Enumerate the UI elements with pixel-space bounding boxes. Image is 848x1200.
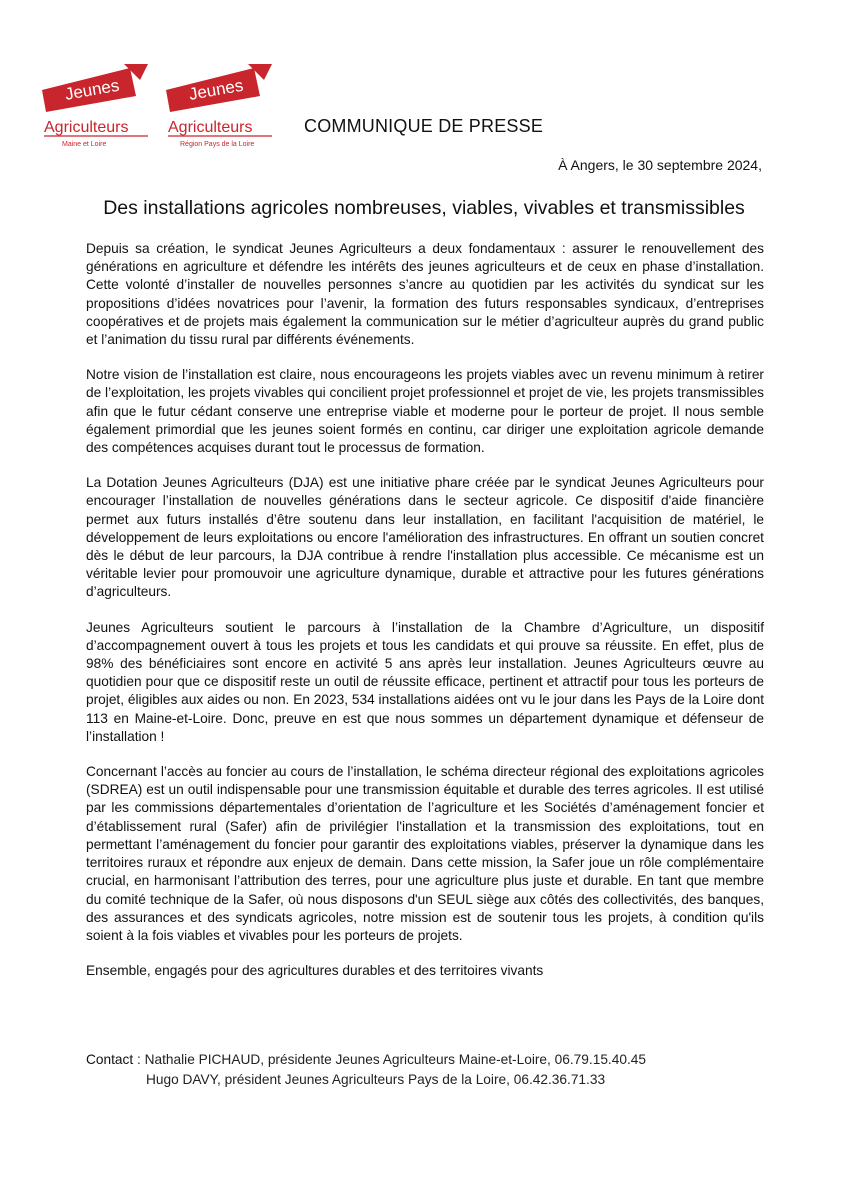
logo-2-line1: Jeunes	[187, 75, 245, 104]
body-paragraph: Concernant l’accès au foncier au cours de l’installation, le schéma directeur régional des exploitations agricoles (SDREA) est un outil indispensable pour une transmission équitable et durable des terres agricoles. Il est utilisé par les commissions départementales d’orientation de l’agriculture et les Sociétés d’aménagement foncier et d’établissement rural (Safer) afin de privilégier l'installation et la transmission des exploitations, tout en permettant l’aménagement du foncier pour garantir des exploitations viables, préserver la dynamique dans les territoires ruraux et répondre aux enjeux de demain. Dans cette mission, la Safer joue un rôle complémentaire crucial, en harmonisant l’attribution des terres, pour une agriculture plus juste et durable. En tant que membre du comité technique de la Safer, où nous disposons d'un SEUL siège aux côtés des collectivités, des banques, des assurances et des syndicats agricoles, notre mission est de soutenir tous les projets, à condition qu'ils soient à la fois viables et vivables pour les porteurs de projets.	[86, 764, 764, 943]
document-body	[86, 240, 764, 997]
logo-1-line2: Agriculteurs	[44, 119, 129, 136]
body-paragraph: Depuis sa création, le syndicat Jeunes Agriculteurs a deux fondamentaux : assurer le renouvellement des générations en agriculture et défendre les intérêts des jeunes agriculteurs et de ceux en phase d’installation. Cette volonté d’installer de nouvelles personnes s’ancre au quotidien par les activités du syndicat sur les propositions d’idées novatrices pour l’avenir, la formation des futurs responsables syndicaux, d’entreprises coopératives et de projets mais également la communication sur le métier d’agriculteur auprès du grand public et l’animation du tissu rural par différents événements.	[86, 241, 764, 348]
logo-2-region: Région Pays de la Loire	[180, 141, 255, 148]
logo-1-line1: Jeunes	[63, 75, 121, 104]
contact-label: Contact	[86, 1052, 134, 1067]
logo-1-region: Maine et Loire	[62, 141, 107, 148]
closing-statement: Ensemble, engagés pour des agricultures durables et des territoires vivants	[86, 963, 544, 979]
logo-jeunes-agriculteurs-pays-de-la-loire	[160, 50, 278, 150]
contact-person-1: Nathalie PICHAUD, présidente Jeunes Agriculteurs Maine-et-Loire, 06.79.15.40.45	[144, 1052, 646, 1067]
document-title: Des installations agricoles nombreuses, viables, vivables et transmissibles	[103, 197, 745, 219]
logo-2-line2: Agriculteurs	[168, 119, 253, 136]
dateline: À Angers, le 30 septembre 2024,	[558, 157, 762, 173]
contact-block	[86, 1050, 646, 1090]
contact-separator: :	[133, 1052, 145, 1067]
contact-line-1	[86, 1050, 646, 1070]
press-release-headline: COMMUNIQUE DE PRESSE	[304, 116, 544, 136]
ja-logo-mark	[36, 50, 154, 150]
body-paragraph: Jeunes Agriculteurs soutient le parcours à l’installation de la Chambre d’Agriculture, un dispositif d’accompagnement ouvert à tous les projets et tous les candidats et qui prouve sa réussite. En effet, plus de 98% des bénéficiaires sont encore en activité 5 ans après leur installation. Jeunes Agriculteurs œuvre au quotidien pour que ce dispositif reste un outil de réussite efficace, pertinent et attractif pour tous les porteurs de projet, éligibles aux aides ou non. En 2023, 534 installations aidées ont vu le jour dans les Pays de la Loire dont 113 en Maine-et-Loire. Donc, preuve en est que nous sommes un département dynamique et défenseur de l’installation !	[86, 619, 764, 744]
logo-jeunes-agriculteurs-maine-et-loire	[36, 50, 154, 150]
body-paragraph: Notre vision de l’installation est claire, nous encourageons les projets viables avec un revenu minimum à retirer de l’exploitation, les projets vivables qui concilient projet professionnel et projet de vie, les projets transmissibles afin que le futur cédant conserve une entreprise viable et moderne pour le porteur de projet. Il nous semble également primordial que les jeunes soient formés en continu, car diriger une exploitation agricole demande des compétences acquises durant tout le processus de formation.	[86, 367, 764, 456]
body-paragraph: La Dotation Jeunes Agriculteurs (DJA) est une initiative phare créée par le syndicat Jeunes Agriculteurs pour encourager l’installation de nouvelles générations dans le secteur agricole. Ce dispositif d'aide financière permet aux futurs installés d’être soutenu dans leur installation, en facilitant l'acquisition de matériel, le développement de leurs exploitations ou encore l'amélioration des infrastructures. En offrant un soutien concret dès le début de leur parcours, la DJA contribue à rendre l'installation plus accessible. Ce mécanisme est un véritable levier pour promouvoir une agriculture dynamique, durable et attractive pour les futures générations d’agriculteurs.	[86, 475, 764, 600]
contact-person-2: Hugo DAVY, président Jeunes Agriculteurs Pays de la Loire, 06.42.36.71.33	[146, 1072, 606, 1087]
ja-logo-mark	[160, 50, 278, 150]
